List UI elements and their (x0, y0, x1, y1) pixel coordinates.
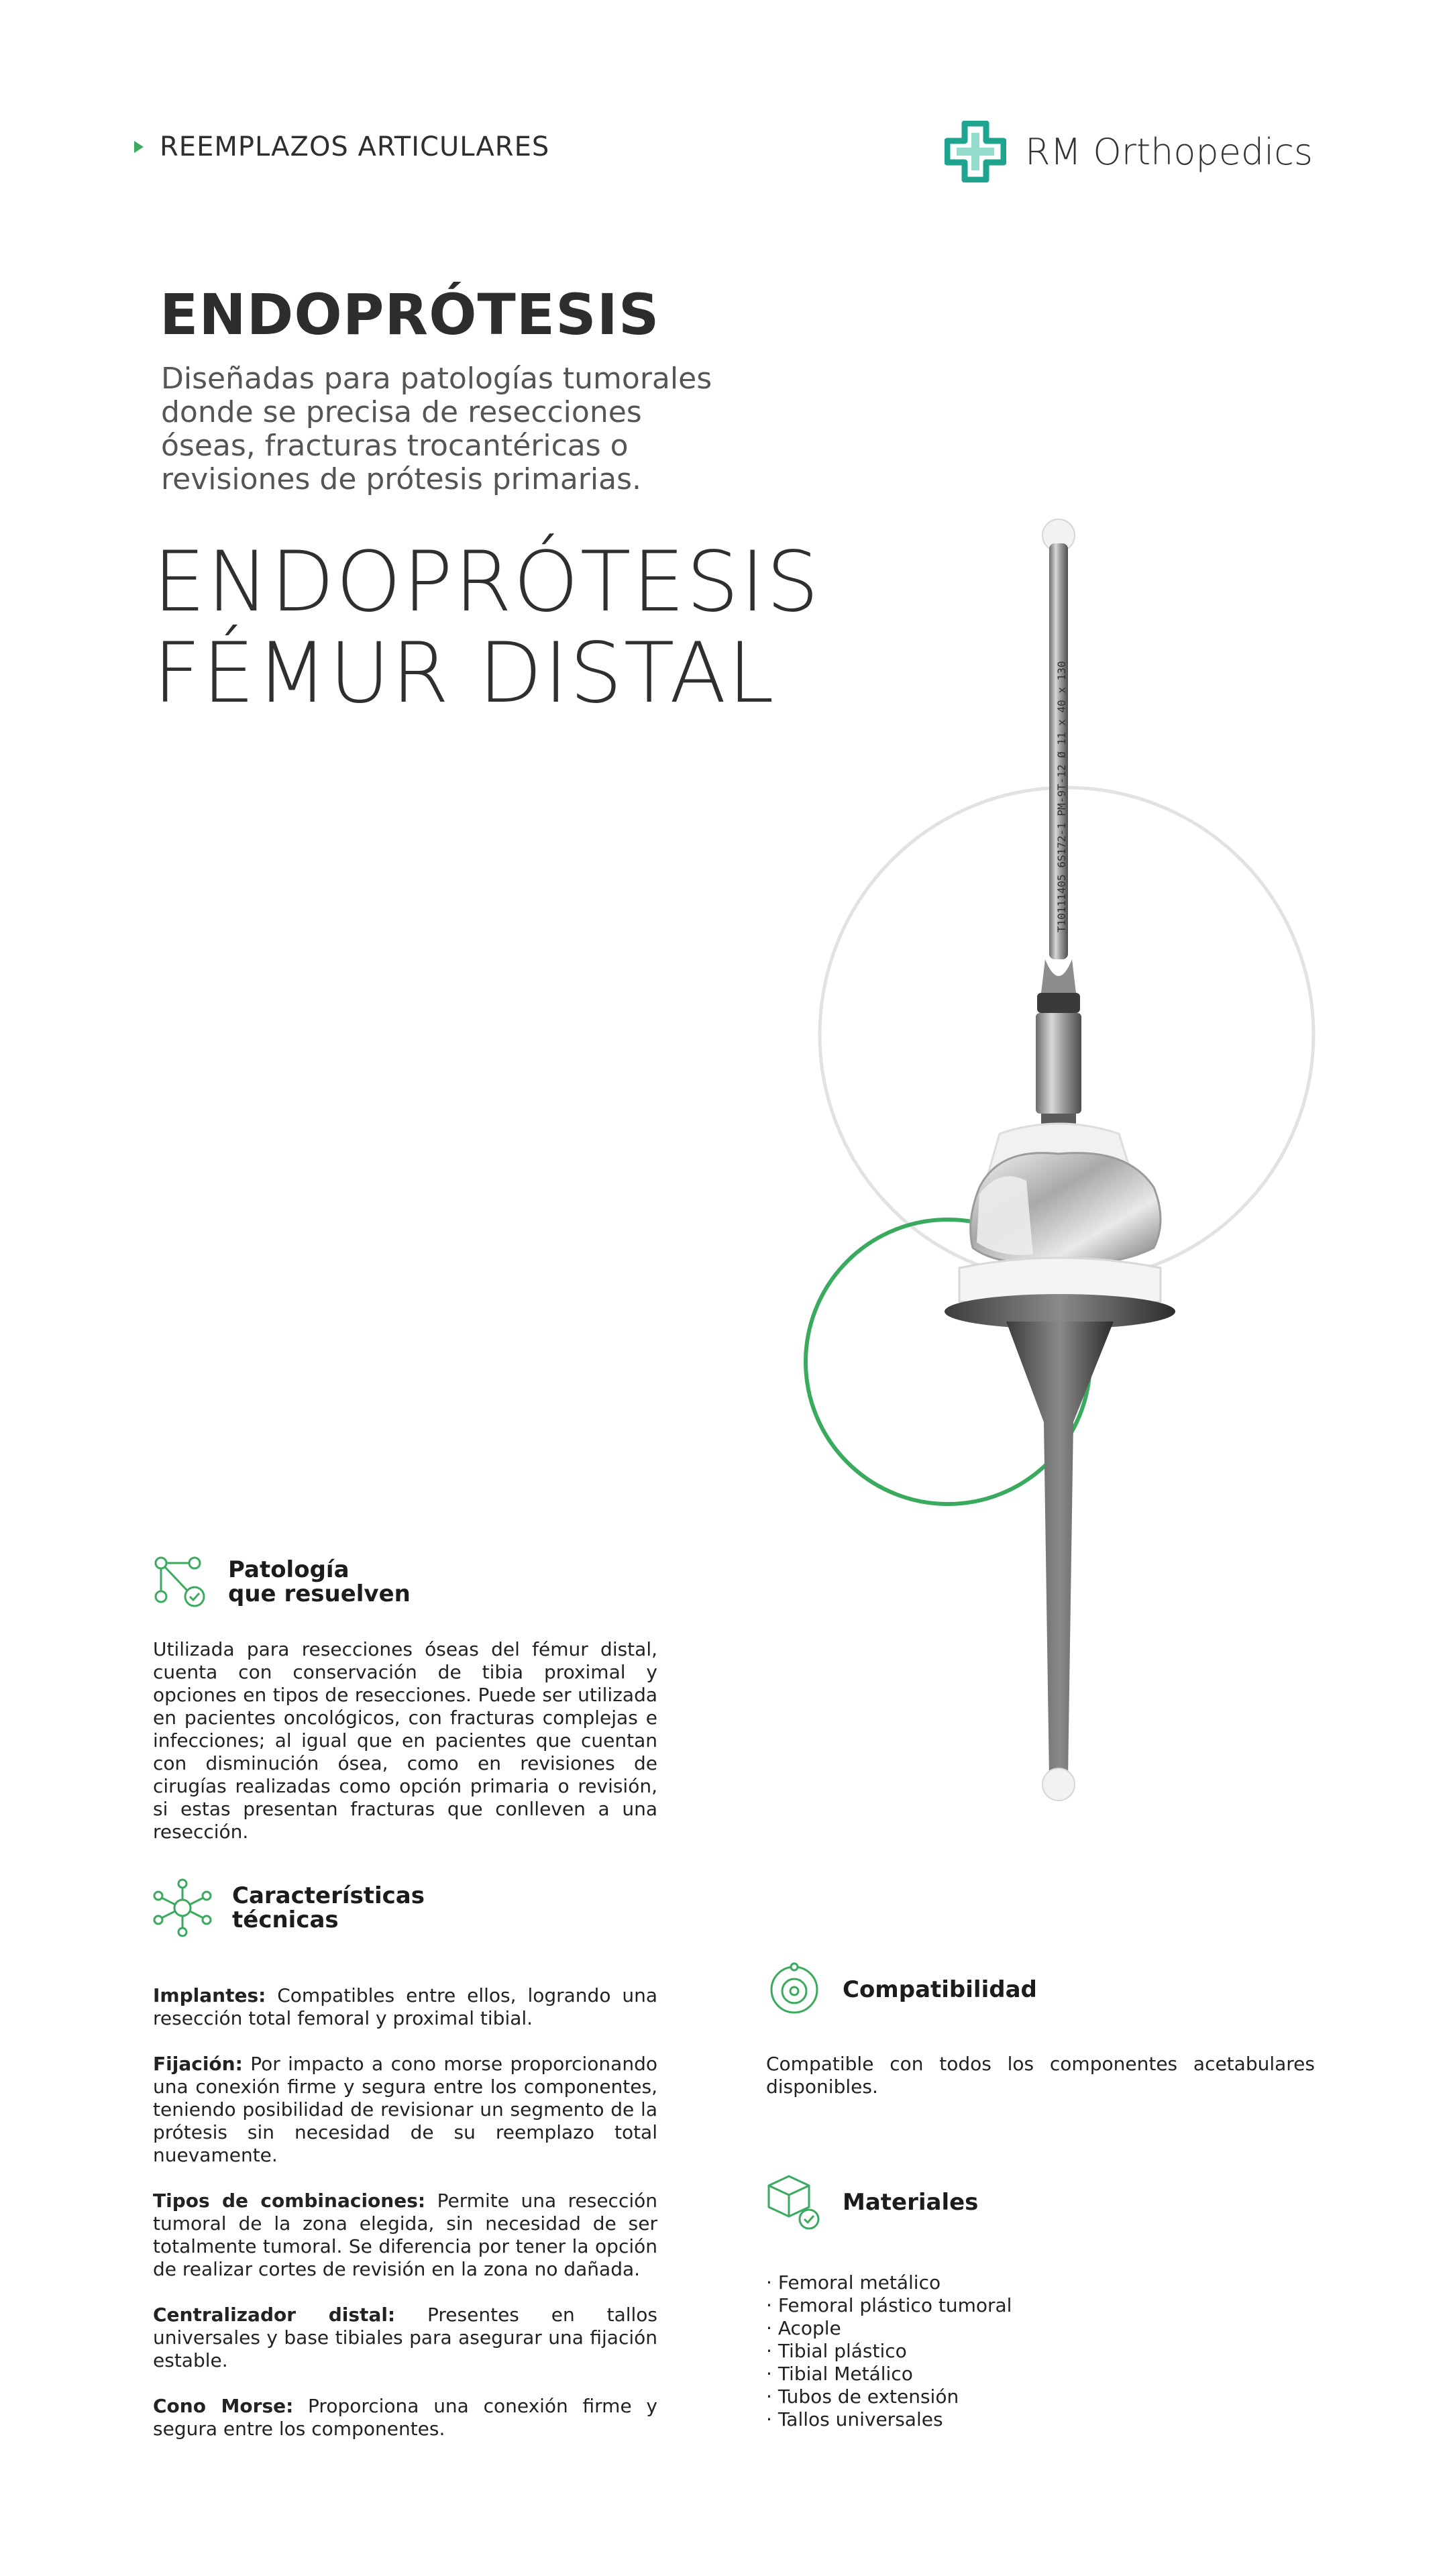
material-item: · Acople (766, 2317, 1315, 2340)
material-item: · Femoral plástico tumoral (766, 2294, 1315, 2317)
caracteristica-text: Presentes en tallos universales y base tibiales para asegurar una fijación estable. (153, 2304, 658, 2371)
patologia-heading (153, 1555, 657, 1609)
material-item: · Tubos de extensión (766, 2385, 1315, 2408)
material-item: · Femoral metálico (766, 2271, 1315, 2294)
materiales-heading (766, 2174, 1315, 2231)
caracteristica-item (153, 2304, 657, 2372)
caracteristica-term: Cono Morse: (153, 2395, 294, 2417)
breadcrumb (134, 131, 549, 162)
product-name-line2: FÉMUR DISTAL (153, 625, 775, 722)
triangle-bullet-icon (134, 141, 144, 153)
caracteristica-item (153, 2053, 657, 2167)
caracteristica-term: Tipos de combinaciones: (153, 2190, 426, 2212)
caracteristicas-title (232, 1884, 425, 1932)
stem-engraving: T10111405 6S172-1 PM-9T-12 Ø 11 x 40 x 130 (1055, 661, 1068, 932)
caracteristicas-heading (153, 1878, 657, 1937)
orbit-target-icon (766, 1962, 822, 2018)
patologia-text: Utilizada para resecciones óseas del fémur distal, cuenta con conservación de tibia proximal y opciones en tipos de resecciones. Puede ser utilizada en pacientes oncológicos, con fracturas complejas e infecciones; al igual que en pacientes que cuentan con disminución ósea, como en revisiones de cirugías realizadas como opción primaria o revisión, si estas presentan fracturas que conlleven a una resección. (153, 1638, 657, 1843)
page-title: ENDOPRÓTESIS (160, 282, 660, 347)
patologia-title-line2: que resuelven (228, 1580, 411, 1607)
tibial-stem-tip-cap (1042, 1768, 1075, 1801)
caracteristica-item (153, 2190, 657, 2281)
materiales-title: Materiales (843, 2189, 979, 2216)
breadcrumb-label: REEMPLAZOS ARTICULARES (160, 131, 550, 162)
page-subtitle: Diseñadas para patologías tumorales donde se precisa de resecciones óseas, fracturas trocantéricas o revisiones de prótesis primarias. (161, 362, 712, 496)
caracteristicas-title-line1: Características (232, 1882, 425, 1909)
material-item: · Tibial Metálico (766, 2363, 1315, 2385)
prosthesis-image (778, 510, 1342, 1878)
caracteristicas-list (153, 1984, 657, 2440)
caracteristicas-section (153, 1878, 657, 2440)
medical-cross-logo-icon (945, 121, 1006, 182)
caracteristicas-title-line2: técnicas (232, 1907, 339, 1933)
hub-nodes-icon (153, 1878, 212, 1937)
compatibilidad-title: Compatibilidad (843, 1976, 1037, 2003)
caracteristica-term: Implantes: (153, 1984, 266, 2006)
caracteristica-term: Centralizador distal: (153, 2304, 396, 2326)
brand[interactable] (945, 121, 1313, 182)
compatibilidad-text: Compatible con todos los componentes acetabulares disponibles. (766, 2053, 1315, 2098)
patologia-title (228, 1558, 411, 1606)
caracteristica-text: Por impacto a cono morse proporcionando una conexión firme y segura entre los componentes, teniendo posibilidad de revisionar un segmento de la prótesis sin necesidad de su reemplazo total nuevamente. (153, 2053, 657, 2166)
caracteristica-item (153, 1984, 657, 2030)
compatibilidad-heading (766, 1962, 1315, 2018)
materiales-list (766, 2271, 1315, 2431)
materiales-section (766, 2174, 1315, 2431)
material-item: · Tibial plástico (766, 2340, 1315, 2363)
product-name-line1: ENDOPRÓTESIS (153, 534, 820, 631)
compatibilidad-section (766, 1962, 1315, 2098)
material-item: · Tallos universales (766, 2408, 1315, 2431)
box-check-icon (766, 2174, 822, 2231)
caracteristica-term: Fijación: (153, 2053, 243, 2075)
patologia-section (153, 1555, 657, 1843)
caracteristica-text: Permite una resección tumoral de la zona elegida, sin necesidad de ser totalmente tumoral. Se diferencia por tener la opción de realizar cortes de revisión en la zona no dañada. (153, 2190, 657, 2280)
patologia-title-line1: Patología (228, 1556, 350, 1583)
network-check-icon (153, 1555, 208, 1609)
caracteristica-text: Proporciona una conexión firme y segura entre los componentes. (153, 2395, 657, 2440)
caracteristica-text: Compatibles entre ellos, logrando una resección total femoral y proximal tibial. (153, 1984, 658, 2029)
brand-name: RM Orthopedics (1025, 130, 1313, 173)
caracteristica-item (153, 2395, 657, 2440)
